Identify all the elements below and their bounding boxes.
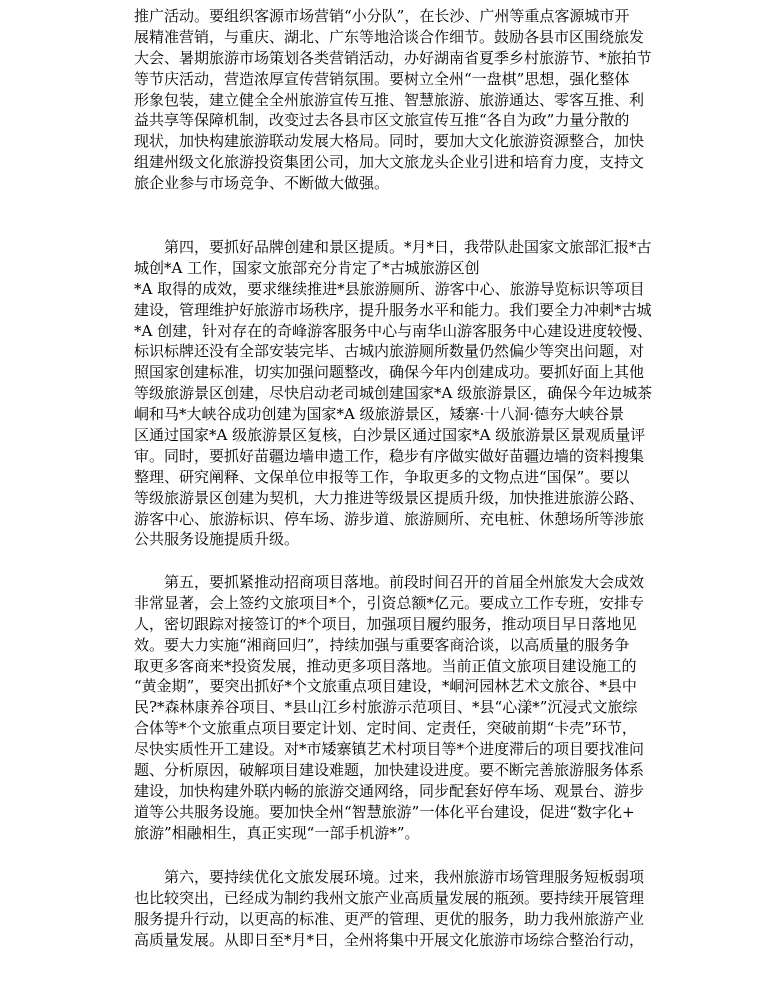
text-line: 也比较突出，已经成为制约我州文旅产业高质量发展的瓶颈。要持续开展管理 xyxy=(134,888,645,907)
text-line: *A 创建，针对存在的奇峰游客服务中心与南华山游客服务中心建设进度较慢、 xyxy=(134,321,653,340)
text-line: 建设，加快构建外联内畅的旅游交通网络，同步配套好停车场、观景台、游步 xyxy=(134,781,645,800)
text-line: 公共服务设施提质升级。 xyxy=(134,530,300,549)
text-line: 非常显著，会上签约文旅项目*个，引资总额*亿元。要成立工作专班，安排专 xyxy=(134,593,645,612)
text-line: 旅企业参与市场竞争、不断做大做强。 xyxy=(134,174,390,193)
text-line: 民?*森林康养谷项目、*县山江乡村旅游示范项目、*县“心漾*”沉浸式文旅综 xyxy=(134,698,638,717)
text-line: 合体等*个文旅重点项目要定计划、定时间、定责任，突破前期“卡壳”环节， xyxy=(134,719,637,738)
text-line: 审。同时，要抓好苗疆边墙申遗工作，稳步有序做实做好苗疆边墙的资料搜集 xyxy=(134,446,645,465)
paragraph-promotion xyxy=(134,6,654,194)
text-line: 展精准营销，与重庆、湖北、广东等地洽谈合作细节。鼓励各县市区围绕旅发 xyxy=(134,27,645,46)
text-line: 形象包装，建立健全全州旅游宣传互推、智慧旅游、旅游通达、零客互推、利 xyxy=(134,90,645,109)
paragraph-sixth xyxy=(134,867,654,951)
text-line: 人，密切跟踪对接签订的*个项目，加强项目履约服务，推动项目早日落地见 xyxy=(134,614,637,633)
text-line: 第五，要抓紧推动招商项目落地。前段时间召开的首届全州旅发大会成效 xyxy=(164,573,645,591)
text-line: 游客中心、旅游标识、停车场、游步道、旅游厕所、充电桩、休憩场所等涉旅 xyxy=(134,509,645,528)
text-line: 区通过国家*A 级旅游景区复核，白沙景区通过国家*A 级旅游景区景观质量评 xyxy=(134,426,646,445)
text-line: 益共享等保障机制，改变过去各县市区文旅宣传互推“各自为政”力量分散的 xyxy=(134,111,630,130)
text-line: 标识标牌还没有全部安装完毕、古城内旅游厕所数量仍然偏少等突出问题，对 xyxy=(134,342,645,361)
text-line: 组建州级文化旅游投资集团公司，加大文旅龙头企业引进和培育力度，支持文 xyxy=(134,153,645,172)
text-line: *A 取得的成效，要求继续推进*县旅游厕所、游客中心、旅游导览标识等项目 xyxy=(134,279,645,298)
text-line: 推广活动。要组织客源市场营销“小分队”，在长沙、广州等重点客源城市开 xyxy=(134,7,630,25)
text-line: 取更多客商来*投资发展，推动更多项目落地。当前正值文旅项目建设施工的 xyxy=(134,656,637,675)
text-line: 服务提升行动，以更高的标准、更严的管理、更优的服务，助力我州旅游产业 xyxy=(134,909,645,928)
text-line: 等节庆活动，营造浓厚宣传营销氛围。要树立全州“一盘棋”思想，强化整体 xyxy=(134,69,630,88)
text-line: 道等公共服务设施。要加快全州“智慧旅游”一体化平台建设，促进“数字化+ xyxy=(134,802,635,821)
text-line: 城创*A 工作，国家文旅部充分肯定了*古城旅游区创 xyxy=(134,258,480,277)
text-line: 现状，加快构建旅游联动发展大格局。同时，要加大文化旅游资源整合，加快 xyxy=(134,132,645,151)
text-line: 第六，要持续优化文旅发展环境。过来，我州旅游市场管理服务短板弱项 xyxy=(164,868,645,886)
text-line: 大会、暑期旅游市场策划各类营销活动，办好湖南省夏季乡村旅游节、*旅拍节 xyxy=(134,48,652,67)
paragraph-fifth xyxy=(134,572,654,844)
text-line: 题、分析原因，破解项目建设难题，加快建设进度。要不断完善旅游服务体系 xyxy=(134,761,645,780)
text-line: 峒和马*大峡谷成功创建为国家*A 级旅游景区，矮寨·十八洞·德夯大峡谷景 xyxy=(134,405,625,424)
text-line: “黄金期”，要突出抓好*个文旅重点项目建设，*峒河园林艺术文旅谷、*县中 xyxy=(134,677,637,696)
text-line: 第四，要抓好品牌创建和景区提质。*月*日，我带队赴国家文旅部汇报*古 xyxy=(164,238,652,256)
text-line: 效。要大力实施“湘商回归”，持续加强与重要客商洽谈，以高质量的服务争 xyxy=(134,635,630,654)
text-line: 高质量发展。从即日至*月*日，全州将集中开展文化旅游市场综合整治行动， xyxy=(134,930,645,949)
text-line: 等级旅游景区创建，尽快启动老司城创建国家*A 级旅游景区，确保今年边城茶 xyxy=(134,384,653,403)
paragraph-fourth xyxy=(134,237,654,550)
text-line: 等级旅游景区创建为契机，大力推进等级景区提质升级，加快推进旅游公路、 xyxy=(134,488,645,507)
text-line: 建设，管理维护好旅游市场秩序，提升服务水平和能力。我们要全力冲刺*古城 xyxy=(134,300,652,319)
text-line: 照国家创建标准，切实加强问题整改，确保今年内创建成功。要抓好面上其他 xyxy=(134,363,645,382)
text-line: 尽快实质性开工建设。对*市矮寨镇艺术村项目等*个进度滞后的项目要找准问 xyxy=(134,740,645,759)
text-line: 旅游”相融相生，真正实现“一部手机游*”。 xyxy=(134,823,420,842)
text-line: 整理、研究阐释、文保单位申报等工作，争取更多的文物点进“国保”。要以 xyxy=(134,467,630,486)
